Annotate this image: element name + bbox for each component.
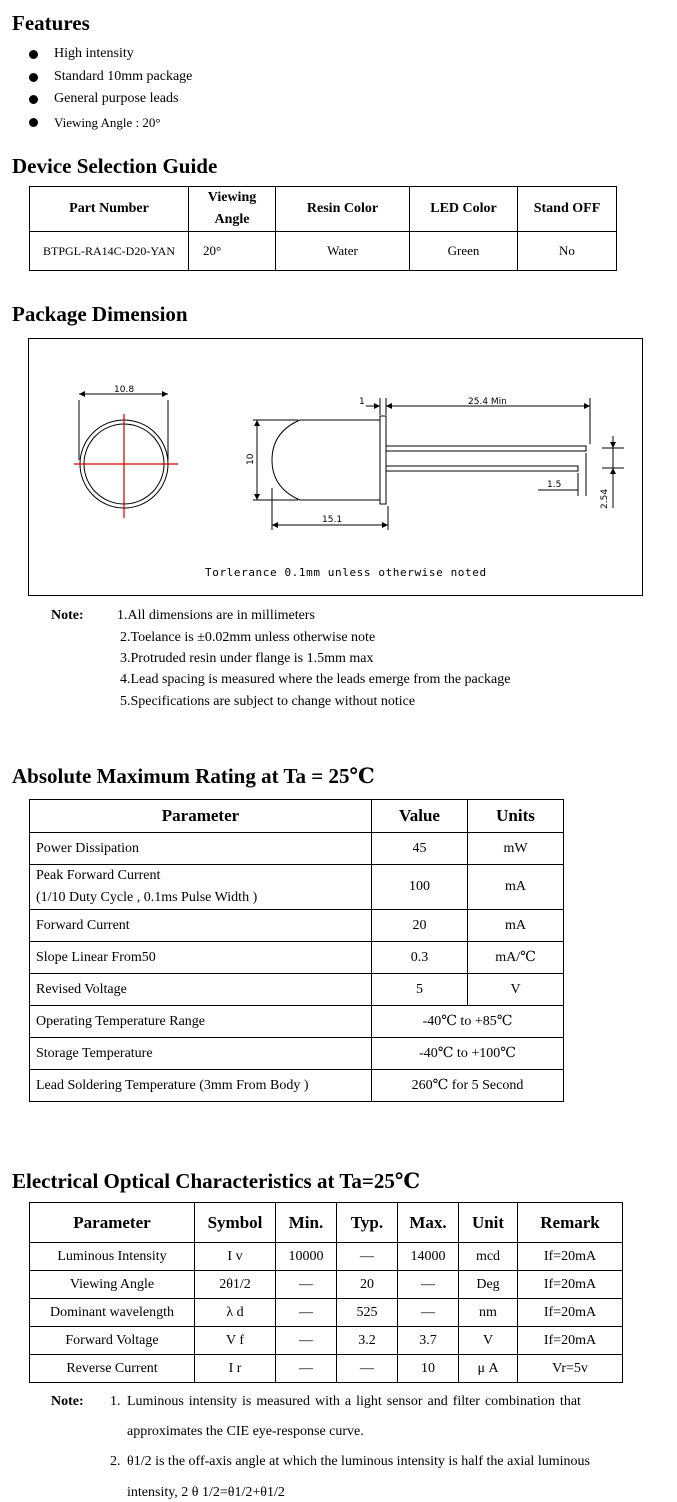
dim-lead-spacing: 2.54 bbox=[600, 488, 610, 509]
unit-cell: mA bbox=[468, 865, 564, 910]
min-cell: — bbox=[276, 1271, 337, 1299]
package-drawing bbox=[28, 338, 643, 596]
symbol-cell: V f bbox=[195, 1327, 276, 1355]
value-cell: 20 bbox=[372, 910, 468, 942]
dim-diameter: 10.8 bbox=[114, 385, 135, 395]
package-title: Package Dimension bbox=[12, 302, 188, 326]
typ-cell: — bbox=[337, 1243, 398, 1271]
header-stand-off: Stand OFF bbox=[518, 187, 617, 232]
header-units: Units bbox=[468, 800, 564, 833]
unit-cell: μ A bbox=[459, 1355, 518, 1383]
max-cell: — bbox=[398, 1271, 459, 1299]
bullet-icon bbox=[29, 95, 38, 104]
bullet-icon bbox=[29, 50, 38, 59]
max-cell: 3.7 bbox=[398, 1327, 459, 1355]
unit-cell: mcd bbox=[459, 1243, 518, 1271]
header-typ: Typ. bbox=[337, 1203, 398, 1243]
bullet-icon bbox=[29, 118, 38, 127]
eo-note: intensity, 2 θ 1/2=θ1/2+θ1/2 bbox=[127, 1485, 285, 1500]
max-cell: 14000 bbox=[398, 1243, 459, 1271]
dim-height: 10 bbox=[246, 453, 256, 465]
remark-cell: If=20mA bbox=[518, 1299, 623, 1327]
unit-cell: V bbox=[459, 1327, 518, 1355]
param-cell bbox=[30, 865, 372, 910]
absmax-table bbox=[29, 799, 564, 1102]
eo-note-number: 1. bbox=[110, 1394, 121, 1409]
remark-cell: If=20mA bbox=[518, 1271, 623, 1299]
max-cell: — bbox=[398, 1299, 459, 1327]
value-cell: 0.3 bbox=[372, 942, 468, 974]
header-led-color: LED Color bbox=[410, 187, 518, 232]
param-cell: Lead Soldering Temperature (3mm From Body ) bbox=[30, 1070, 372, 1102]
eo-title: Electrical Optical Characteristics at Ta=25℃ bbox=[12, 1169, 421, 1193]
param-cell: Forward Voltage bbox=[30, 1327, 195, 1355]
header-angle: Angle bbox=[214, 212, 250, 227]
header-unit: Unit bbox=[459, 1203, 518, 1243]
param-cell: Luminous Intensity bbox=[30, 1243, 195, 1271]
selection-table bbox=[29, 186, 617, 271]
header-value: Value bbox=[372, 800, 468, 833]
package-note: 5.Specifications are subject to change without notice bbox=[120, 694, 416, 709]
cell-stand-off: No bbox=[518, 232, 617, 271]
header-min: Min. bbox=[276, 1203, 337, 1243]
tolerance-note: Torlerance 0.1mm unless otherwise noted bbox=[205, 566, 487, 579]
feature-item: Standard 10mm package bbox=[54, 69, 193, 84]
typ-cell: 525 bbox=[337, 1299, 398, 1327]
header-remark: Remark bbox=[518, 1203, 623, 1243]
unit-cell: mA bbox=[468, 910, 564, 942]
header-part-number: Part Number bbox=[30, 187, 189, 232]
header-viewing: Viewing bbox=[207, 190, 257, 205]
bullet-icon bbox=[29, 73, 38, 82]
feature-item: General purpose leads bbox=[54, 91, 179, 106]
unit-cell: V bbox=[468, 974, 564, 1006]
symbol-cell: I r bbox=[195, 1355, 276, 1383]
param-cell: Reverse Current bbox=[30, 1355, 195, 1383]
header-parameter: Parameter bbox=[30, 1203, 195, 1243]
eo-note-label: Note: bbox=[51, 1394, 84, 1409]
value-cell: 5 bbox=[372, 974, 468, 1006]
eo-note: θ1/2 is the off-axis angle at which the luminous intensity is half the axial luminous bbox=[127, 1454, 590, 1469]
dim-body-length: 15.1 bbox=[322, 515, 343, 525]
min-cell: — bbox=[276, 1327, 337, 1355]
features-title: Features bbox=[12, 11, 90, 35]
cell-led-color: Green bbox=[410, 232, 518, 271]
header-symbol: Symbol bbox=[195, 1203, 276, 1243]
unit-cell: nm bbox=[459, 1299, 518, 1327]
param-line: (1/10 Duty Cycle , 0.1ms Pulse Width ) bbox=[36, 890, 258, 905]
eo-note: Luminous intensity is measured with a light sensor and filter combination that bbox=[127, 1394, 581, 1409]
dim-lead-bend: 1.5 bbox=[547, 480, 562, 490]
eo-note-number: 2. bbox=[110, 1454, 121, 1469]
param-cell: Viewing Angle bbox=[30, 1271, 195, 1299]
feature-item: Viewing Angle : 20° bbox=[54, 115, 161, 130]
led-flange bbox=[380, 416, 386, 504]
cell-part-number: BTPGL-RA14C-D20-YAN bbox=[30, 232, 189, 271]
min-cell: 10000 bbox=[276, 1243, 337, 1271]
max-cell: 10 bbox=[398, 1355, 459, 1383]
min-cell: — bbox=[276, 1355, 337, 1383]
cell-viewing-angle: 20° bbox=[189, 232, 276, 271]
param-cell: Power Dissipation bbox=[30, 833, 372, 865]
param-cell: Storage Temperature bbox=[30, 1038, 372, 1070]
header-parameter: Parameter bbox=[30, 800, 372, 833]
package-note: 4.Lead spacing is measured where the leads emerge from the package bbox=[120, 672, 511, 687]
unit-cell: mW bbox=[468, 833, 564, 865]
eo-note: approximates the CIE eye-response curve. bbox=[127, 1424, 364, 1439]
header-max: Max. bbox=[398, 1203, 459, 1243]
min-cell: — bbox=[276, 1299, 337, 1327]
absmax-title: Absolute Maximum Rating at Ta = 25℃ bbox=[12, 764, 375, 788]
selection-title: Device Selection Guide bbox=[12, 154, 218, 178]
led-side-body bbox=[272, 420, 380, 500]
value-unit-cell: -40℃ to +100℃ bbox=[372, 1038, 564, 1070]
header-resin-color: Resin Color bbox=[276, 187, 410, 232]
symbol-cell: I v bbox=[195, 1243, 276, 1271]
typ-cell: — bbox=[337, 1355, 398, 1383]
package-note: 2.Toelance is ±0.02mm unless otherwise note bbox=[120, 630, 376, 645]
param-cell: Operating Temperature Range bbox=[30, 1006, 372, 1038]
package-note: 1.All dimensions are in millimeters bbox=[117, 608, 315, 623]
param-line: Peak Forward Current bbox=[36, 868, 161, 883]
feature-item: High intensity bbox=[54, 46, 134, 61]
value-cell: 100 bbox=[372, 865, 468, 910]
cell-resin-color: Water bbox=[276, 232, 410, 271]
symbol-cell: 2θ1/2 bbox=[195, 1271, 276, 1299]
param-cell: Revised Voltage bbox=[30, 974, 372, 1006]
remark-cell: If=20mA bbox=[518, 1243, 623, 1271]
remark-cell: If=20mA bbox=[518, 1327, 623, 1355]
value-cell: 45 bbox=[372, 833, 468, 865]
package-note: 3.Protruded resin under flange is 1.5mm max bbox=[120, 651, 374, 666]
param-cell: Forward Current bbox=[30, 910, 372, 942]
dim-lead-length: 25.4 Min bbox=[468, 397, 507, 407]
package-note-label: Note: bbox=[51, 608, 84, 623]
symbol-cell: λ d bbox=[195, 1299, 276, 1327]
param-cell: Slope Linear From50 bbox=[30, 942, 372, 974]
typ-cell: 3.2 bbox=[337, 1327, 398, 1355]
unit-cell: mA/℃ bbox=[468, 942, 564, 974]
typ-cell: 20 bbox=[337, 1271, 398, 1299]
dim-flange: 1 bbox=[359, 397, 365, 407]
unit-cell: Deg bbox=[459, 1271, 518, 1299]
remark-cell: Vr=5v bbox=[518, 1355, 623, 1383]
value-unit-cell: -40℃ to +85℃ bbox=[372, 1006, 564, 1038]
value-unit-cell: 260℃ for 5 Second bbox=[372, 1070, 564, 1102]
eo-table bbox=[29, 1202, 623, 1383]
param-cell: Dominant wavelength bbox=[30, 1299, 195, 1327]
header-viewing-angle bbox=[189, 187, 276, 232]
